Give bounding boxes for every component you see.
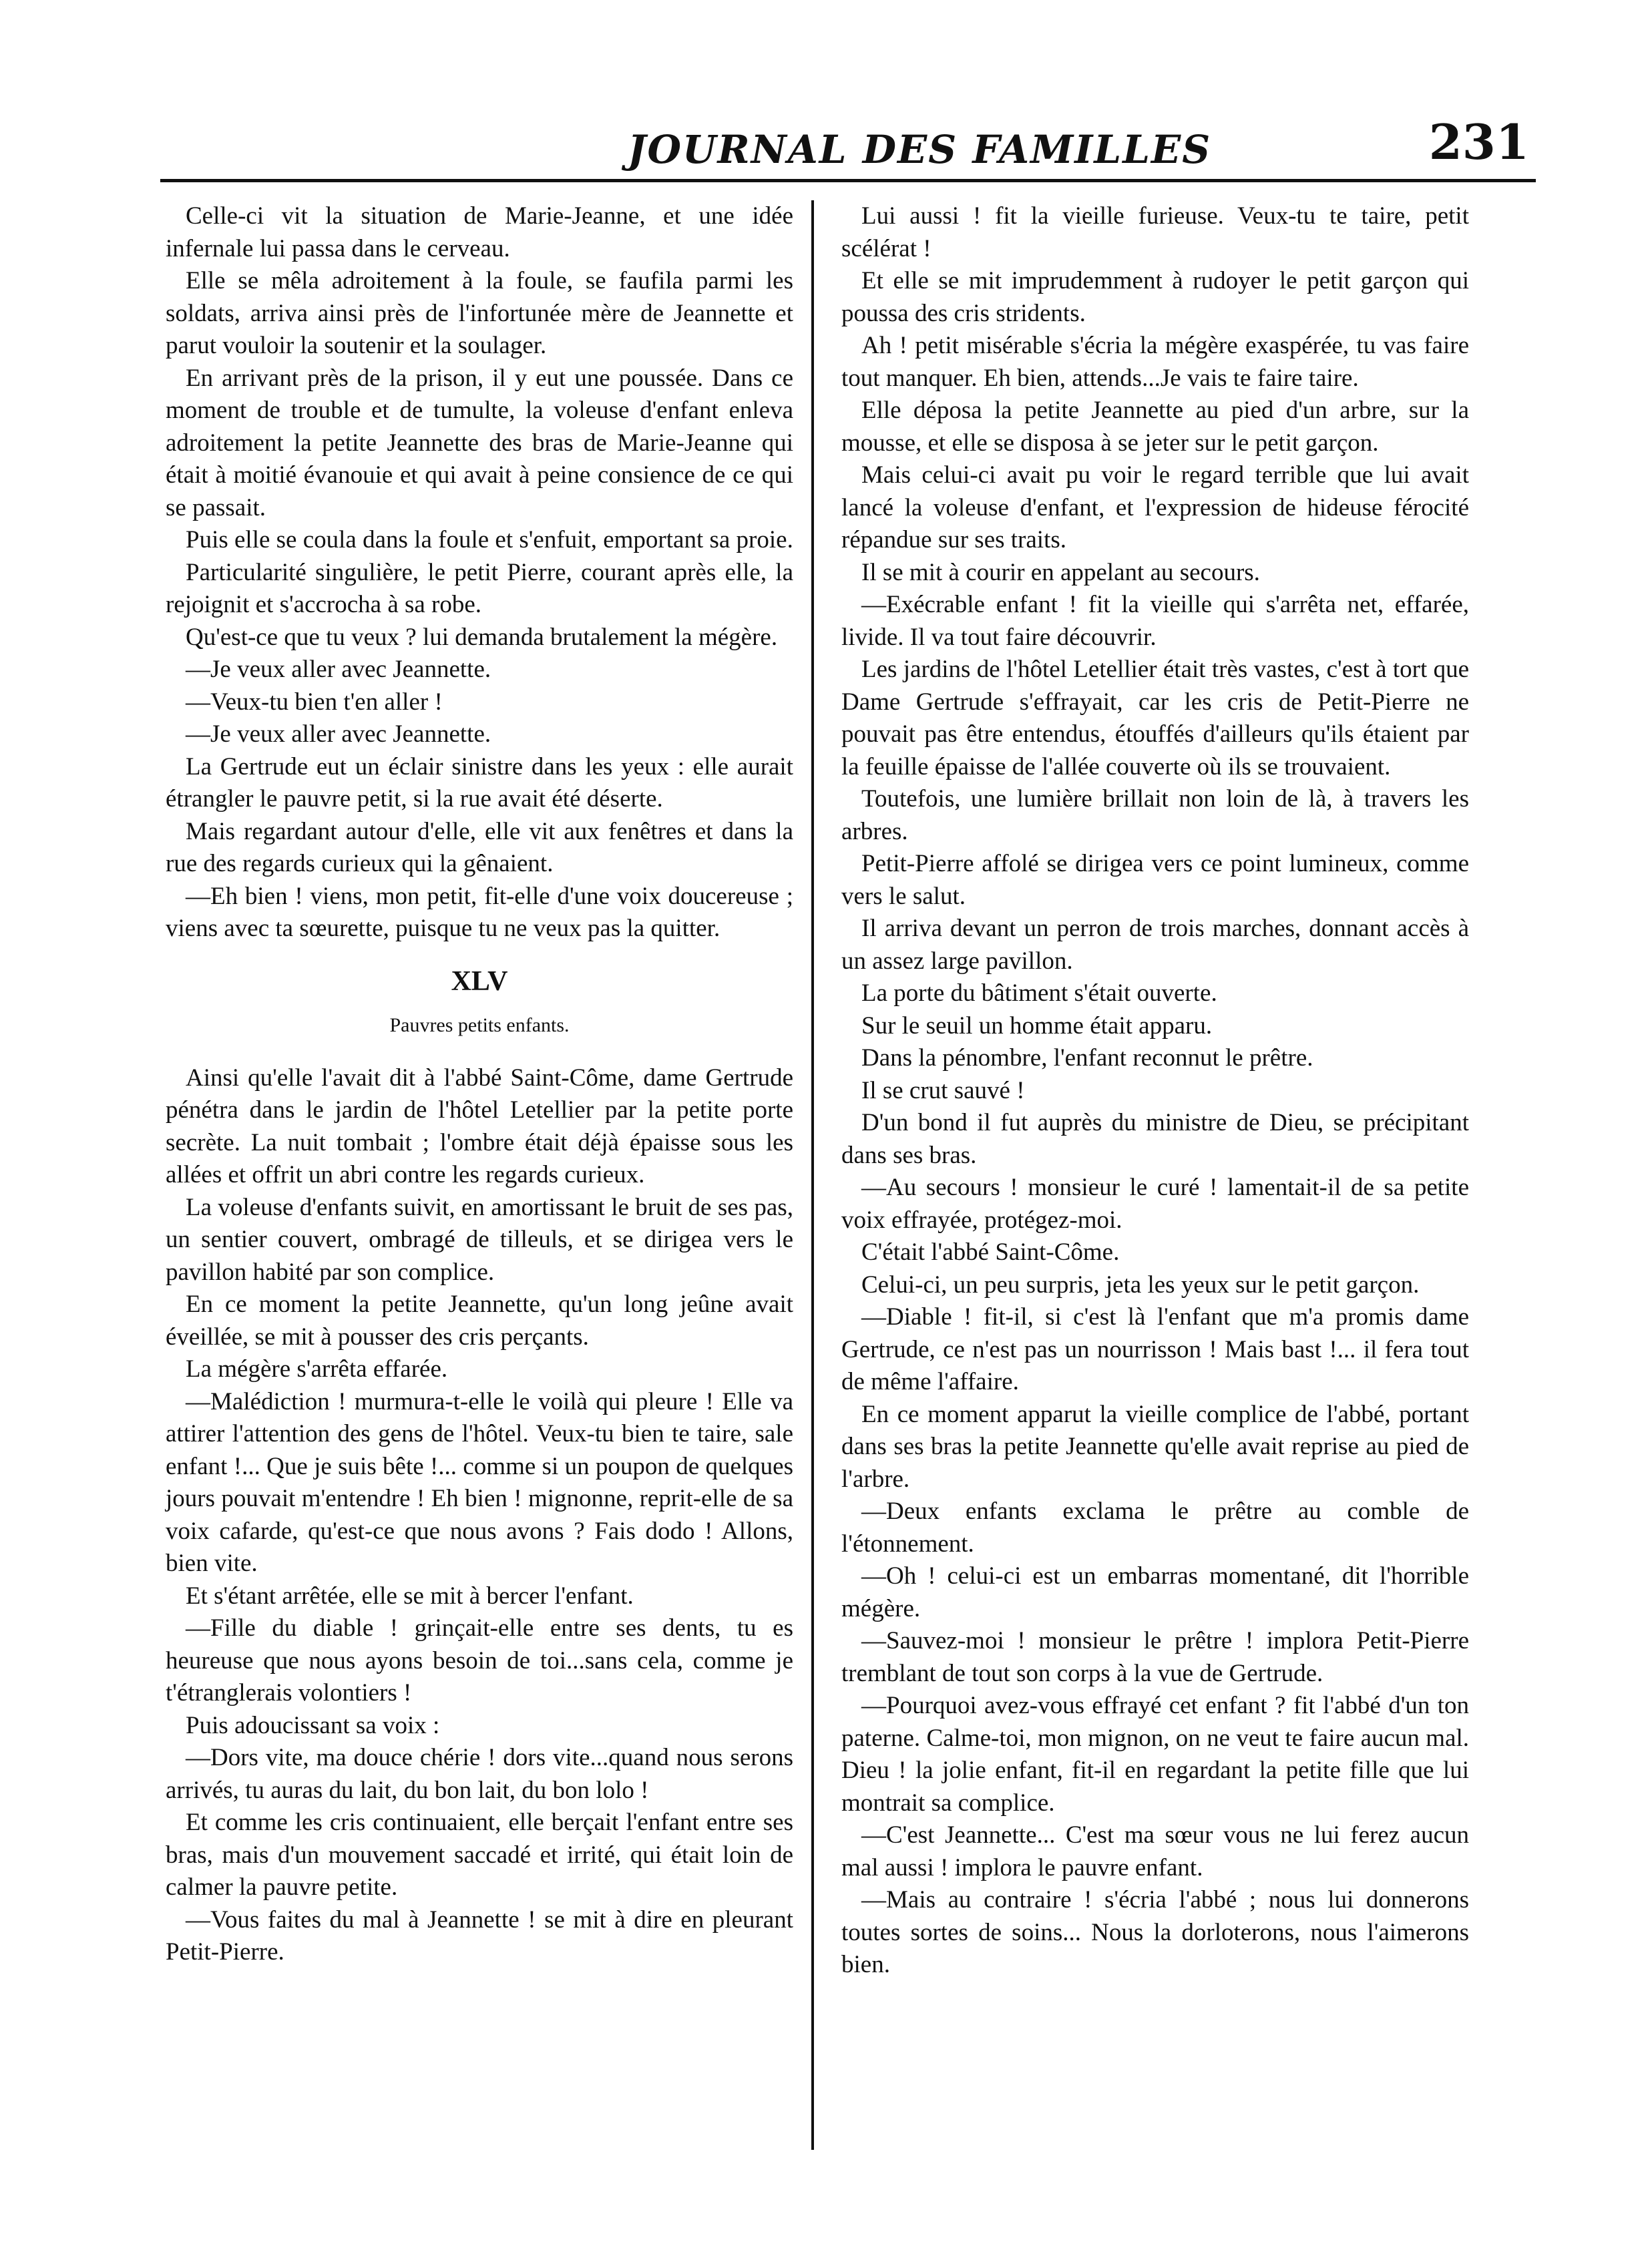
journal-title: JOURNAL DES FAMILLES xyxy=(628,127,1212,172)
chapter-title: Pauvres petits enfants. xyxy=(389,1014,570,1036)
paragraph: Elle se mêla adroitement à la foule, se faufila parmi les soldats, arriva ainsi près de l'infortunée mère de Jeannette et parut vouloir la soutenir et la soulager. xyxy=(166,267,793,359)
paragraph: Dans la pénombre, l'enfant reconnut le prêtre. xyxy=(861,1044,1313,1072)
dialogue-line: —Mais au contraire ! s'écria l'abbé ; nous lui donnerons toutes sortes de soins... Nous la dorloterons, nous l'aimerons bien. xyxy=(841,1886,1469,1978)
paragraph: En ce moment la petite Jeannette, qu'un long jeûne avait éveillée, se mit à pousser des cris perçants. xyxy=(166,1291,793,1351)
dialogue-line: —Eh bien ! viens, mon petit, fit-elle d'une voix doucereuse ; viens avec ta sœurette, puisque tu ne veux pas la quitter. xyxy=(166,882,793,942)
left-column xyxy=(166,200,793,1969)
header-rule xyxy=(160,179,1536,182)
dialogue-line: —Je veux aller avec Jeannette. xyxy=(186,656,491,683)
dialogue-line: —Malédiction ! murmura-t-elle le voilà qui pleure ! Elle va attirer l'attention des gens de l'hôtel. Veux-tu bien te taire, sale enfant !... Que je suis bête !... comme si un poupon de quelques jours pouvait m'entendre ! Eh bien ! mignonne, reprit-elle de sa voix cafarde, qu'est-ce que nous avons ? Fais dodo ! Allons, bien vite. xyxy=(166,1387,793,1577)
paragraph: Puis elle se coula dans la foule et s'enfuit, emportant sa proie. xyxy=(186,526,793,553)
paragraph: Mais regardant autour d'elle, elle vit aux fenêtres et dans la rue des regards curieux qui la gênaient. xyxy=(166,817,793,877)
paragraph: La porte du bâtiment s'était ouverte. xyxy=(861,979,1217,1007)
paragraph: La Gertrude eut un éclair sinistre dans les yeux : elle aurait étrangler le pauvre petit, si la rue avait été déserte. xyxy=(166,752,793,813)
paragraph: Et elle se mit imprudemment à rudoyer le petit garçon qui poussa des cris stridents. xyxy=(841,267,1469,327)
paragraph: Ainsi qu'elle l'avait dit à l'abbé Saint-Côme, dame Gertrude pénétra dans le jardin de l'hôtel Letellier par la petite porte secrète. La nuit tombait ; l'ombre était déjà épaisse sous les allées et offrit un abri contre les regards curieux. xyxy=(166,1064,793,1188)
paragraph: Il se mit à courir en appelant au secours. xyxy=(861,558,1260,586)
paragraph: Il arriva devant un perron de trois marches, donnant accès à un assez large pavillon. xyxy=(841,915,1469,975)
page-header xyxy=(160,114,1536,187)
paragraph: Toutefois, une lumière brillait non loin de là, à travers les arbres. xyxy=(841,785,1469,845)
paragraph: En arrivant près de la prison, il y eut une poussée. Dans ce moment de trouble et de tumulte, la voleuse d'enfant enleva adroitement la petite Jeannette des bras de Marie-Jeanne qui était à moitié évanouie et qui avait à peine consience de ce qui se passait. xyxy=(166,364,793,521)
dialogue-line: Ah ! petit misérable s'écria la mégère exaspérée, tu vas faire tout manquer. Eh bien, attends...Je vais te faire taire. xyxy=(841,332,1469,392)
paragraph: Petit-Pierre affolé se dirigea vers ce point lumineux, comme vers le salut. xyxy=(841,850,1469,910)
dialogue-line: —Exécrable enfant ! fit la vieille qui s'arrêta net, effarée, livide. Il va tout faire découvrir. xyxy=(841,591,1469,651)
paragraph: Et comme les cris continuaient, elle berçait l'enfant entre ses bras, mais d'un mouvement saccadé et irrité, qui était loin de calmer la pauvre petite. xyxy=(166,1809,793,1901)
dialogue-line: —Au secours ! monsieur le curé ! lamentait-il de sa petite voix effrayée, protégez-moi. xyxy=(841,1174,1469,1234)
paragraph: Qu'est-ce que tu veux ? lui demanda brutalement la mégère. xyxy=(186,623,778,651)
dialogue-line: —Sauvez-moi ! monsieur le prêtre ! implora Petit-Pierre tremblant de tout son corps à la vue de Gertrude. xyxy=(841,1627,1469,1687)
chapter-number: XLV xyxy=(451,965,508,997)
paragraph: D'un bond il fut auprès du ministre de Dieu, se précipitant dans ses bras. xyxy=(841,1109,1469,1169)
paragraph: Il se crut sauvé ! xyxy=(861,1076,1025,1104)
paragraph: En ce moment apparut la vieille complice de l'abbé, portant dans ses bras la petite Jeannette qu'elle avait reprise au pied de l'arbre. xyxy=(841,1400,1469,1493)
dialogue-line: —Fille du diable ! grinçait-elle entre ses dents, tu es heureuse que nous ayons besoin de toi...sans cela, comme je t'étranglerais volontiers ! xyxy=(166,1614,793,1707)
paragraph: Elle déposa la petite Jeannette au pied d'un arbre, sur la mousse, et elle se disposa à se jeter sur le petit garçon. xyxy=(841,397,1469,457)
paragraph: Et s'étant arrêtée, elle se mit à bercer l'enfant. xyxy=(186,1582,634,1610)
paragraph: Particularité singulière, le petit Pierre, courant après elle, la rejoignit et s'accrocha à sa robe. xyxy=(166,558,793,618)
dialogue-line: Lui aussi ! fit la vieille furieuse. Veux-tu te taire, petit scélérat ! xyxy=(841,202,1469,262)
paragraph: La mégère s'arrêta effarée. xyxy=(186,1355,448,1383)
page-number: 231 xyxy=(1428,114,1529,170)
dialogue-line: —Veux-tu bien t'en aller ! xyxy=(186,688,443,716)
paragraph: Celui-ci, un peu surpris, jeta les yeux sur le petit garçon. xyxy=(861,1271,1420,1299)
dialogue-line: —Deux enfants exclama le prêtre au comble de l'étonnement. xyxy=(841,1498,1469,1558)
dialogue-line: —Vous faites du mal à Jeannette ! se mit à dire en pleurant Petit-Pierre. xyxy=(166,1905,793,1966)
paragraph: Sur le seuil un homme était apparu. xyxy=(861,1011,1213,1040)
paragraph: Celle-ci vit la situation de Marie-Jeanne, et une idée infernale lui passa dans le cerveau. xyxy=(166,202,793,262)
paragraph: Mais celui-ci avait pu voir le regard terrible que lui avait lancé la voleuse d'enfant, et l'expression de hideuse férocité répandue sur ses traits. xyxy=(841,461,1469,553)
dialogue-line: —Diable ! fit-il, si c'est là l'enfant que m'a promis dame Gertrude, ce n'est pas un nourrisson ! Mais bast !... il fera tout de même l'affaire. xyxy=(841,1303,1469,1395)
dialogue-line: —Oh ! celui-ci est un embarras momentané, dit l'horrible mégère. xyxy=(841,1562,1469,1622)
dialogue-line: —Dors vite, ma douce chérie ! dors vite...quand nous serons arrivés, tu auras du lait, du bon lait, du bon lolo ! xyxy=(166,1744,793,1804)
dialogue-line: —Je veux aller avec Jeannette. xyxy=(186,720,491,748)
column-divider xyxy=(811,200,814,2150)
dialogue-line: —C'est Jeannette... C'est ma sœur vous ne lui ferez aucun mal aussi ! implora le pauvre enfant. xyxy=(841,1821,1469,1881)
dialogue-line: —Pourquoi avez-vous effrayé cet enfant ? fit l'abbé d'un ton paterne. Calme-toi, mon mignon, on ne veut te faire aucun mal. Dieu ! la jolie enfant, fit-il en regardant la petite fille que lui montrait sa complice. xyxy=(841,1692,1469,1817)
right-column xyxy=(841,200,1469,1982)
paragraph: La voleuse d'enfants suivit, en amortissant le bruit de ses pas, un sentier couvert, ombragé de tilleuls, et se dirigea vers le pavillon habité par son complice. xyxy=(166,1193,793,1286)
paragraph: Puis adoucissant sa voix : xyxy=(186,1711,440,1739)
paragraph: Les jardins de l'hôtel Letellier était très vastes, c'est à tort que Dame Gertrude s'effrayait, car les cris de Petit-Pierre ne pouvait pas être entendus, étouffés d'ailleurs qu'ils étaient par la feuille épaisse de l'allée couverte où ils se trouvaient. xyxy=(841,656,1469,780)
paragraph: C'était l'abbé Saint-Côme. xyxy=(861,1238,1120,1266)
